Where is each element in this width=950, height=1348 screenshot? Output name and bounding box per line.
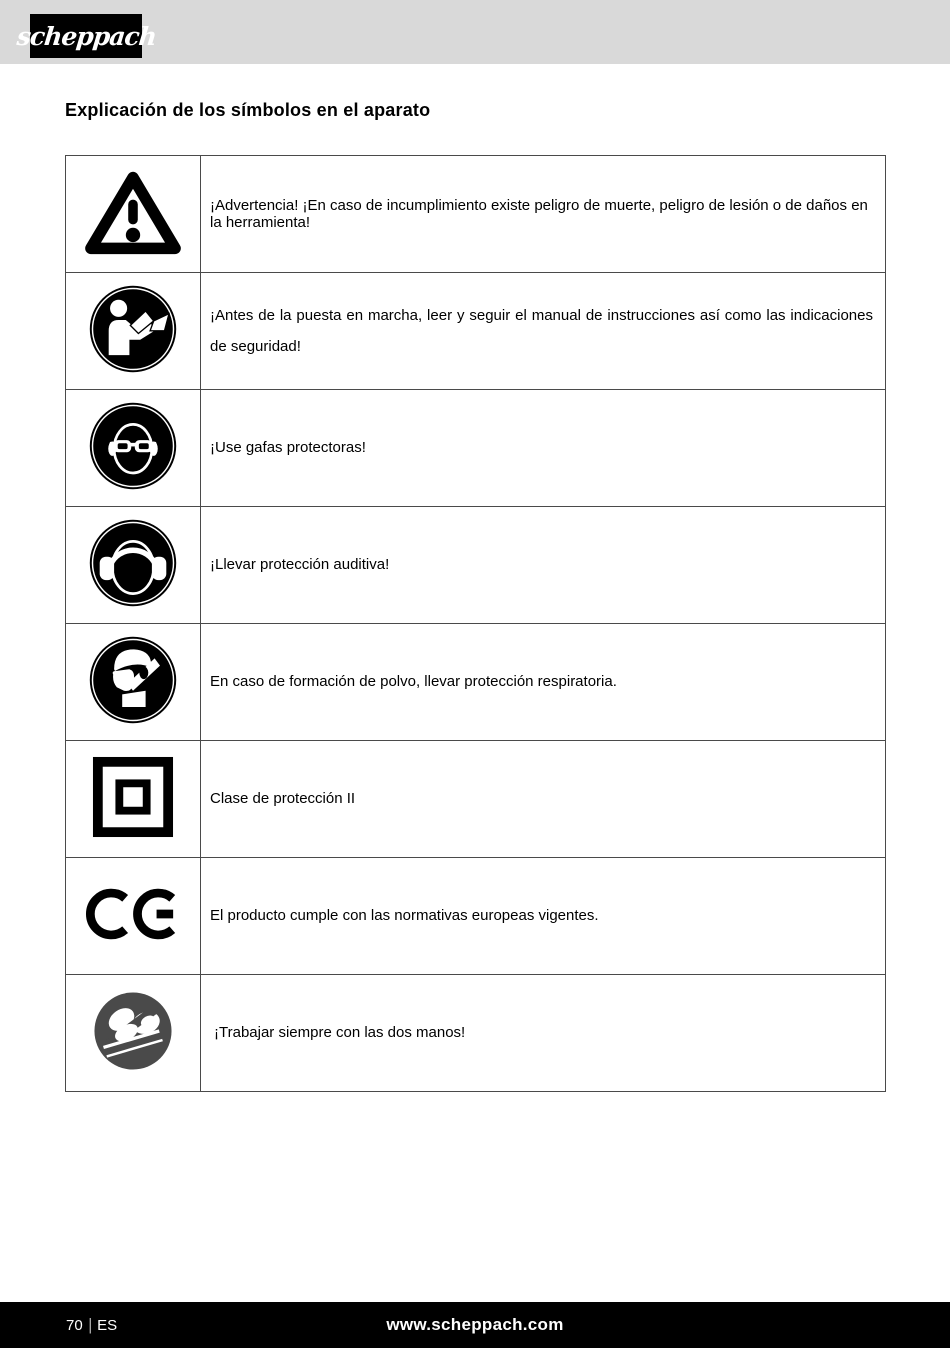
warning-triangle-icon <box>83 168 183 256</box>
footer-page-number: 70 <box>66 1316 83 1334</box>
symbol-description: En caso de formación de polvo, llevar protección respiratoria. <box>201 624 886 741</box>
symbol-description: ¡Llevar protección auditiva! <box>201 507 886 624</box>
read-manual-icon <box>88 284 178 374</box>
dust-mask-icon <box>88 635 178 725</box>
brand-logo <box>15 14 157 58</box>
eye-protection-icon <box>88 401 178 491</box>
icon-cell <box>66 858 201 975</box>
two-hands-icon <box>92 990 174 1072</box>
symbol-description: Clase de protección II <box>201 741 886 858</box>
icon-cell <box>66 624 201 741</box>
footer-website: www.scheppach.com <box>386 1315 564 1334</box>
symbol-description: ¡Trabajar siempre con las dos manos! <box>201 975 886 1092</box>
page-title: Explicación de los símbolos en el aparato <box>65 100 431 120</box>
table-row <box>66 858 886 975</box>
icon-cell <box>66 975 201 1092</box>
table-row <box>66 507 886 624</box>
table-row <box>66 975 886 1092</box>
footer-separator: | <box>88 1315 92 1334</box>
footer-language: ES <box>97 1316 118 1334</box>
symbol-description: El producto cumple con las normativas europeas vigentes. <box>201 858 886 975</box>
icon-cell <box>66 390 201 507</box>
symbol-description: ¡Advertencia! ¡En caso de incumplimiento existe peligro de muerte, peligro de lesión o de daños en la herramienta! <box>201 156 886 273</box>
icon-cell <box>66 156 201 273</box>
icon-cell <box>66 741 201 858</box>
protection-class-2-icon <box>92 756 174 838</box>
table-row <box>66 156 886 273</box>
table-row <box>66 741 886 858</box>
ce-mark-icon <box>85 885 181 943</box>
table-row <box>66 624 886 741</box>
symbol-description: ¡Antes de la puesta en marcha, leer y seguir el manual de instrucciones así como las indicaciones de seguridad! <box>201 273 886 390</box>
table-row <box>66 273 886 390</box>
brand-logo-text: scheppach <box>15 21 157 51</box>
ear-protection-icon <box>88 518 178 608</box>
symbol-description: ¡Use gafas protectoras! <box>201 390 886 507</box>
symbols-table <box>65 155 886 1092</box>
icon-cell <box>66 273 201 390</box>
footer-bar <box>0 1302 950 1348</box>
header-strip <box>0 0 950 64</box>
icon-cell <box>66 507 201 624</box>
table-row <box>66 390 886 507</box>
